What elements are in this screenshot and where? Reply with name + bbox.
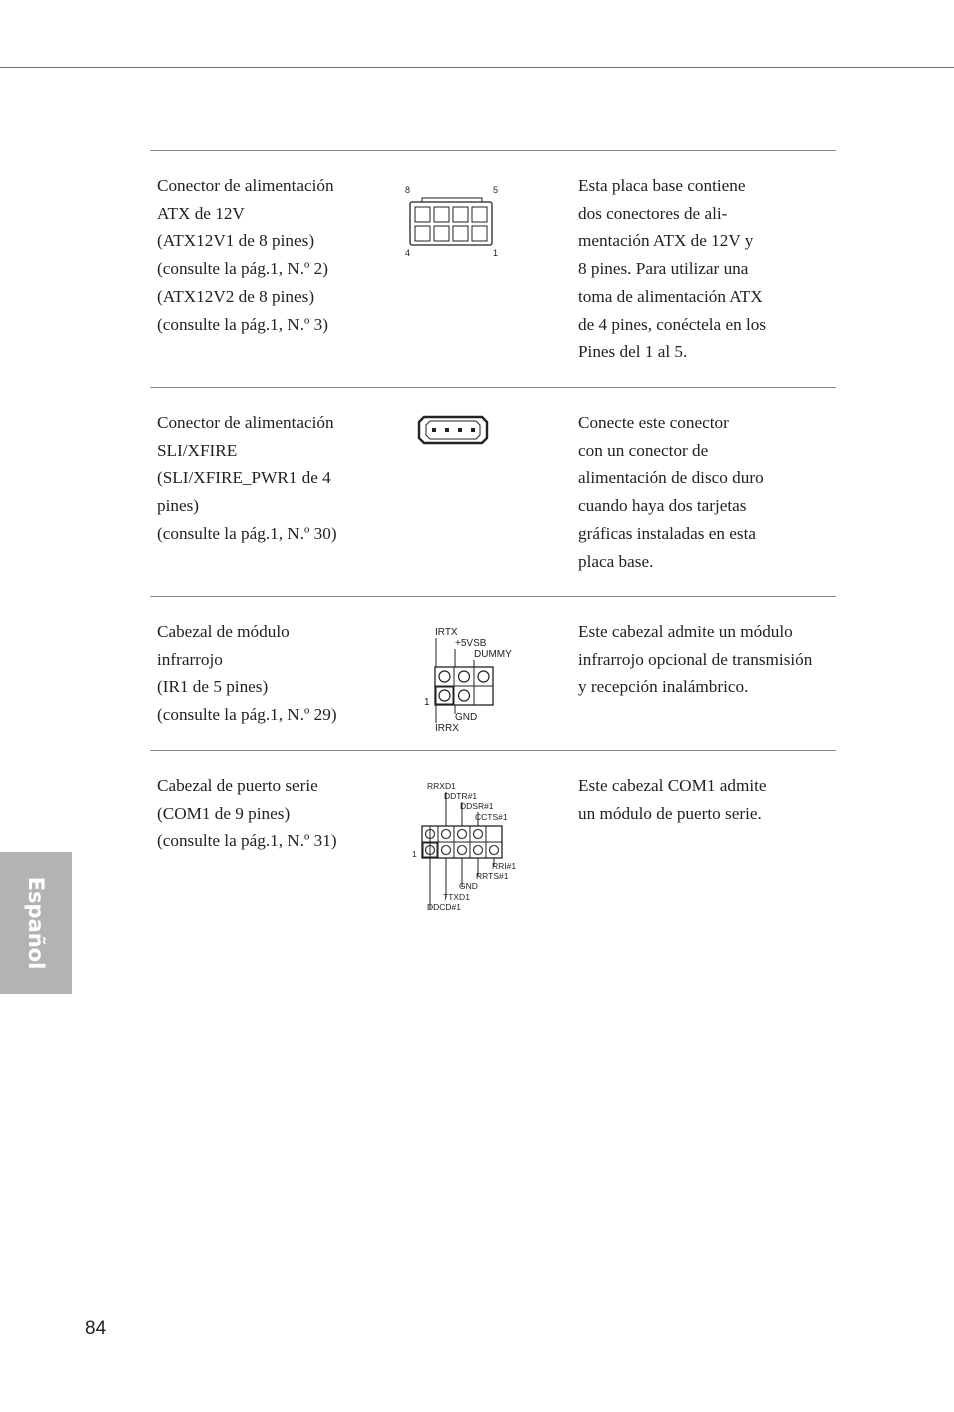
pin-label-rri1: RRI#1 [492,861,517,871]
pin-circle [439,690,450,701]
connector-name-sli-xfire: Conector de alimentación SLI/XFIRE (SLI/XFIRE_PWR1 de 4 pines) (consulte la pág.1, N.º 30) [157,413,337,543]
language-label: Español [24,876,48,970]
pin-circle [474,846,483,855]
pin-label-ddsr1: DDSR#1 [460,801,494,811]
pin-circle [458,830,467,839]
pin-dot [445,428,449,432]
connector-body [410,202,492,245]
pin-label-irtx: IRTX [435,627,458,638]
pin-circle [459,690,470,701]
pin-label-5: 5 [493,185,499,195]
sli-xfire-4pin-diagram [416,415,490,445]
connector-description-serial-port: Este cabezal COM1 admite un módulo de puerto serie. [578,776,767,823]
pin-label-ddcd1: DDCD#1 [427,902,462,912]
pin-circle [478,671,489,682]
header-rule [0,67,954,68]
table-top-rule [150,150,836,151]
pin-circle [442,830,451,839]
pin-circle [458,846,467,855]
row-divider [150,596,836,597]
row-divider [150,387,836,388]
pin-dot [458,428,462,432]
atx12v-8pin-diagram [398,180,508,262]
connector-description-sli-xfire: Conecte este conector con un conector de alimentación de disco duro cuando haya dos tarjetas gráficas instaladas en esta placa base. [578,413,764,571]
language-side-tab [0,852,72,994]
pin-number-1: 1 [412,849,417,859]
row-divider [150,750,836,751]
pin-circle [490,846,499,855]
connector-description-atx12v: Esta placa base contiene dos conectores de ali- mentación ATX de 12V y 8 pines. Para utilizar una toma de alimentación ATX de 4 pines, conéctela en los Pines del 1 al 5. [578,176,767,362]
ir1-5pin-diagram [420,624,530,736]
pin-label-5vsb: +5VSB [455,638,487,649]
connector-description-infrared: Este cabezal admite un módulo infrarrojo opcional de transmisión y recepción inalámbrico. [578,622,813,697]
connector-name-infrared: Cabezal de módulo infrarrojo (IR1 de 5 pines) (consulte la pág.1, N.º 29) [157,622,337,725]
pin-label-ddtr1: DDTR#1 [444,791,478,801]
pin-dot [471,428,475,432]
pin-circle [474,830,483,839]
com1-9pin-diagram [408,778,528,914]
pin-circle [439,671,450,682]
pin-label-gnd: GND [459,881,478,891]
pin-label-rrts1: RRTS#1 [476,871,509,881]
pin-label-8: 8 [405,185,411,195]
pin-label-ccts1: CCTS#1 [475,812,508,822]
pin-label-4: 4 [405,248,411,258]
pin-dot [432,428,436,432]
page-number: 84 [85,1318,107,1339]
pin-circle [442,846,451,855]
pin-label-irrx: IRRX [435,723,459,734]
pin-label-gnd: GND [455,712,478,723]
pin-circle [459,671,470,682]
pin-label-rrxd1: RRXD1 [427,781,456,791]
pin-label-dummy: DUMMY [474,649,512,660]
connector-name-serial-port: Cabezal de puerto serie (COM1 de 9 pines) (consulte la pág.1, N.º 31) [157,776,337,851]
connector-name-atx12v: Conector de alimentación ATX de 12V (ATX12V1 de 8 pines) (consulte la pág.1, N.º 2) (ATX12V2 de 8 pines) (consulte la pág.1, N.º 3) [157,176,334,334]
pin-label-1: 1 [493,248,499,258]
pin-label-ttxd1: TTXD1 [443,892,470,902]
pin-number-1: 1 [424,697,430,708]
